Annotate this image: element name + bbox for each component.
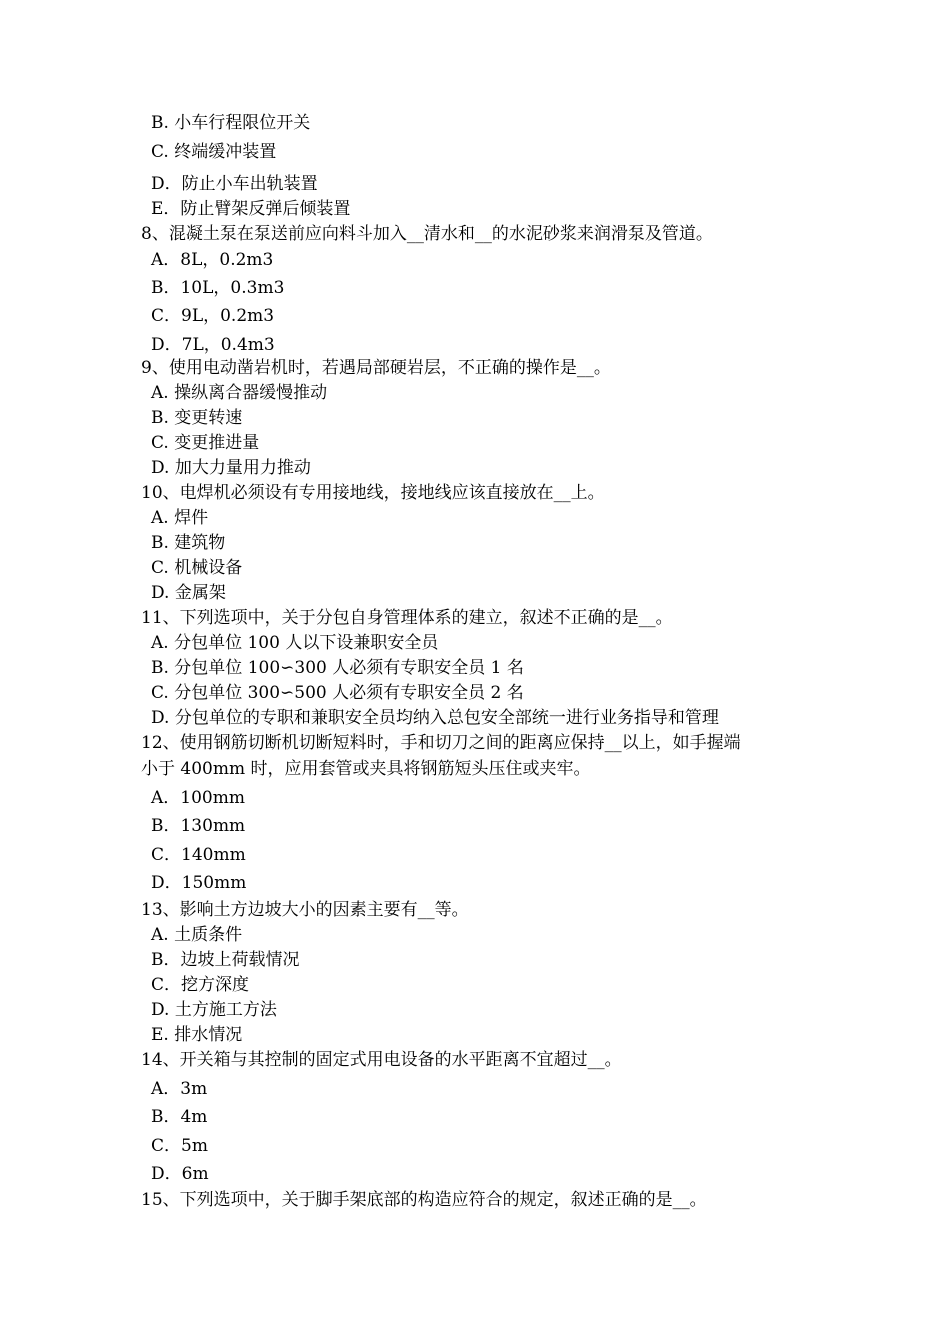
option-line: A. 焊件 bbox=[151, 508, 209, 528]
option-line: D. 加大力量用力推动 bbox=[151, 458, 311, 478]
question-line: 13、影响土方边坡大小的因素主要有__等。 bbox=[141, 900, 469, 920]
question-line: 10、电焊机必须设有专用接地线，接地线应该直接放在__上。 bbox=[141, 483, 605, 503]
option-line: B. 小车行程限位开关 bbox=[151, 113, 311, 133]
option-line: C．挖方深度 bbox=[151, 975, 250, 995]
option-line: A. 操纵离合器缓慢推动 bbox=[151, 383, 328, 403]
option-line: D．6m bbox=[151, 1164, 209, 1184]
option-line: D. 金属架 bbox=[151, 583, 226, 603]
option-line: C．9L，0.2m3 bbox=[151, 306, 275, 326]
option-line: B. 建筑物 bbox=[151, 533, 226, 553]
option-line: A. 分包单位 100 人以下设兼职安全员 bbox=[151, 633, 439, 653]
option-line: B．130mm bbox=[151, 816, 246, 836]
option-line: A．3m bbox=[151, 1079, 208, 1099]
option-line: C. 终端缓冲装置 bbox=[151, 142, 277, 162]
option-line: B．4m bbox=[151, 1107, 208, 1127]
option-line: A. 土质条件 bbox=[151, 925, 243, 945]
option-line: A．100mm bbox=[151, 788, 245, 808]
option-line: C. 分包单位 300∽500 人必须有专职安全员 2 名 bbox=[151, 683, 524, 703]
option-line: D. 土方施工方法 bbox=[151, 1000, 277, 1020]
question-line: 15、下列选项中，关于脚手架底部的构造应符合的规定，叙述正确的是__。 bbox=[141, 1190, 707, 1210]
option-line: D．7L，0.4m3 bbox=[151, 335, 275, 355]
option-line: A．8L，0.2m3 bbox=[151, 250, 274, 270]
option-line: D．防止小车出轨装置 bbox=[151, 174, 318, 194]
question-line: 9、使用电动凿岩机时，若遇局部硬岩层，不正确的操作是__。 bbox=[141, 358, 611, 378]
question-line: 8、混凝土泵在泵送前应向料斗加入__清水和__的水泥砂浆来润滑泵及管道。 bbox=[141, 224, 713, 244]
option-line: B．边坡上荷载情况 bbox=[151, 950, 300, 970]
question-line: 14、开关箱与其控制的固定式用电设备的水平距离不宜超过__。 bbox=[141, 1050, 622, 1070]
option-line: B．10L，0.3m3 bbox=[151, 278, 285, 298]
question-line: 12、使用钢筋切断机切断短料时，手和切刀之间的距离应保持__以上，如手握端 bbox=[141, 733, 741, 753]
option-line: E．防止臂架反弹后倾装置 bbox=[151, 199, 351, 219]
question-line: 小于 400mm 时，应用套管或夹具将钢筋短头压住或夹牢。 bbox=[141, 759, 591, 779]
option-line: D. 分包单位的专职和兼职安全员均纳入总包安全部统一进行业务指导和管理 bbox=[151, 708, 719, 728]
option-line: C．5m bbox=[151, 1136, 208, 1156]
option-line: C. 机械设备 bbox=[151, 558, 243, 578]
question-line: 11、下列选项中，关于分包自身管理体系的建立，叙述不正确的是__。 bbox=[141, 608, 673, 628]
option-line: E. 排水情况 bbox=[151, 1025, 243, 1045]
option-line: B. 分包单位 100∽300 人必须有专职安全员 1 名 bbox=[151, 658, 524, 678]
option-line: D．150mm bbox=[151, 873, 247, 893]
option-line: B. 变更转速 bbox=[151, 408, 243, 428]
option-line: C．140mm bbox=[151, 845, 246, 865]
option-line: C. 变更推进量 bbox=[151, 433, 260, 453]
